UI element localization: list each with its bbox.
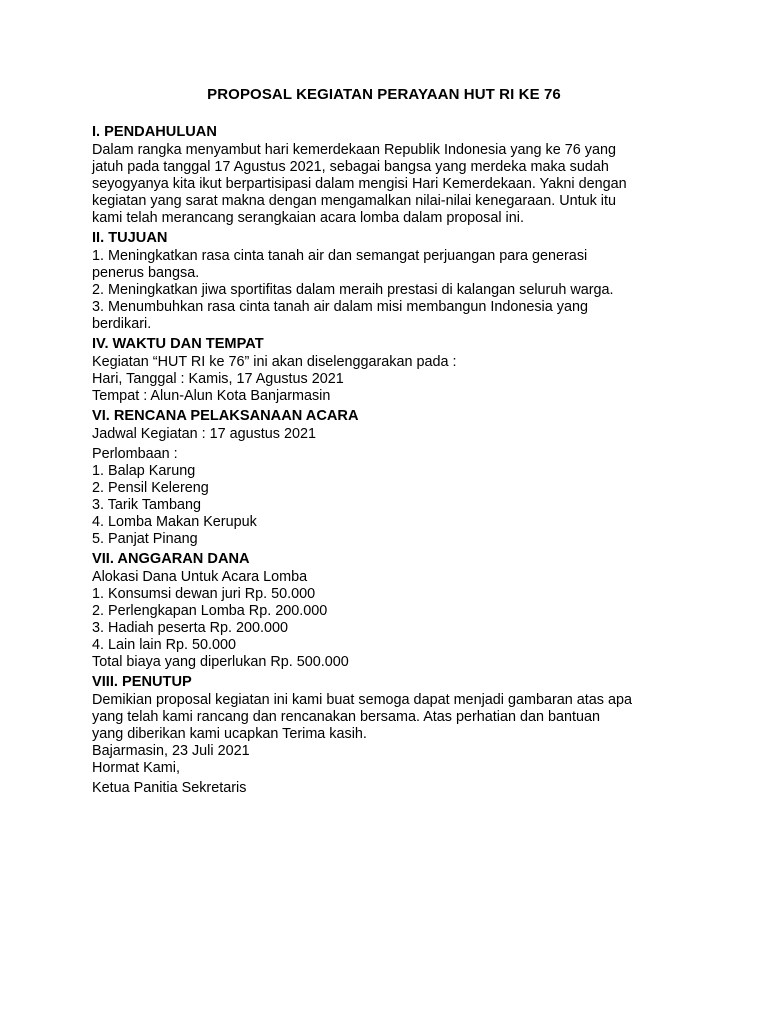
section-heading-anggaran: VII. ANGGARAN DANA — [92, 551, 250, 567]
paragraph-line: Tempat : Alun-Alun Kota Banjarmasin — [92, 388, 331, 404]
document-title: PROPOSAL KEGIATAN PERAYAAN HUT RI KE 76 — [207, 86, 561, 103]
paragraph-line: yang diberikan kami ucapkan Terima kasih. — [92, 726, 367, 742]
paragraph-line: Hari, Tanggal : Kamis, 17 Agustus 2021 — [92, 371, 344, 387]
paragraph-line: jatuh pada tanggal 17 Agustus 2021, sebagai bangsa yang merdeka maka sudah — [92, 159, 609, 175]
list-item: Perlombaan : — [92, 446, 178, 462]
paragraph-line: kegiatan yang sarat makna dengan mengamalkan nilai-nilai kenegaraan. Untuk itu — [92, 193, 616, 209]
list-item: 3. Hadiah peserta Rp. 200.000 — [92, 620, 289, 636]
list-item: penerus bangsa. — [92, 265, 200, 281]
section-heading-tujuan: II. TUJUAN — [92, 230, 168, 246]
list-item: 2. Pensil Kelereng — [92, 480, 209, 496]
section-waktu-text — [92, 354, 692, 405]
document-body — [92, 124, 692, 799]
paragraph-line: Kegiatan “HUT RI ke 76” ini akan diselenggarakan pada : — [92, 354, 457, 370]
list-item: berdikari. — [92, 316, 152, 332]
section-penutup-text — [92, 692, 692, 797]
signature-line: Ketua Panitia Sekretaris — [92, 780, 247, 796]
list-item: 1. Meningkatkan rasa cinta tanah air dan semangat perjuangan para generasi — [92, 248, 588, 264]
schedule-line: Jadwal Kegiatan : 17 agustus 2021 — [92, 426, 317, 442]
paragraph-line: Demikian proposal kegiatan ini kami buat semoga dapat menjadi gambaran atas apa — [92, 692, 632, 708]
closing-greeting: Hormat Kami, — [92, 760, 180, 776]
closing-date: Bajarmasin, 23 Juli 2021 — [92, 743, 250, 759]
paragraph-line: seyogyanya kita ikut berpartisipasi dalam mengisi Hari Kemerdekaan. Yakni dengan — [92, 176, 627, 192]
list-item: 4. Lain lain Rp. 50.000 — [92, 637, 237, 653]
list-item: 2. Perlengkapan Lomba Rp. 200.000 — [92, 603, 328, 619]
paragraph-line: yang telah kami rancang dan rencanakan bersama. Atas perhatian dan bantuan — [92, 709, 601, 725]
section-heading-waktu: IV. WAKTU DAN TEMPAT — [92, 336, 264, 352]
list-item: 2. Meningkatkan jiwa sportifitas dalam meraih prestasi di kalangan seluruh warga. — [92, 282, 614, 298]
section-rencana-list — [92, 426, 692, 548]
section-anggaran-list — [92, 569, 692, 671]
list-item: 3. Menumbuhkan rasa cinta tanah air dalam misi membangun Indonesia yang — [92, 299, 588, 315]
list-item: 1. Konsumsi dewan juri Rp. 50.000 — [92, 586, 316, 602]
list-item: Alokasi Dana Untuk Acara Lomba — [92, 569, 308, 585]
budget-total: Total biaya yang diperlukan Rp. 500.000 — [92, 654, 349, 670]
section-heading-penutup: VIII. PENUTUP — [92, 674, 192, 690]
section-heading-rencana: VI. RENCANA PELAKSANAAN ACARA — [92, 408, 359, 424]
paragraph-line: kami telah merancang serangkaian acara lomba dalam proposal ini. — [92, 210, 524, 226]
list-item: 4. Lomba Makan Kerupuk — [92, 514, 257, 530]
section-tujuan-list — [92, 248, 692, 333]
list-item: 1. Balap Karung — [92, 463, 196, 479]
section-heading-pendahuluan: I. PENDAHULUAN — [92, 124, 217, 140]
list-item: 3. Tarik Tambang — [92, 497, 202, 513]
paragraph-line: Dalam rangka menyambut hari kemerdekaan Republik Indonesia yang ke 76 yang — [92, 142, 616, 158]
list-item: 5. Panjat Pinang — [92, 531, 198, 547]
section-pendahuluan-text — [92, 142, 692, 227]
